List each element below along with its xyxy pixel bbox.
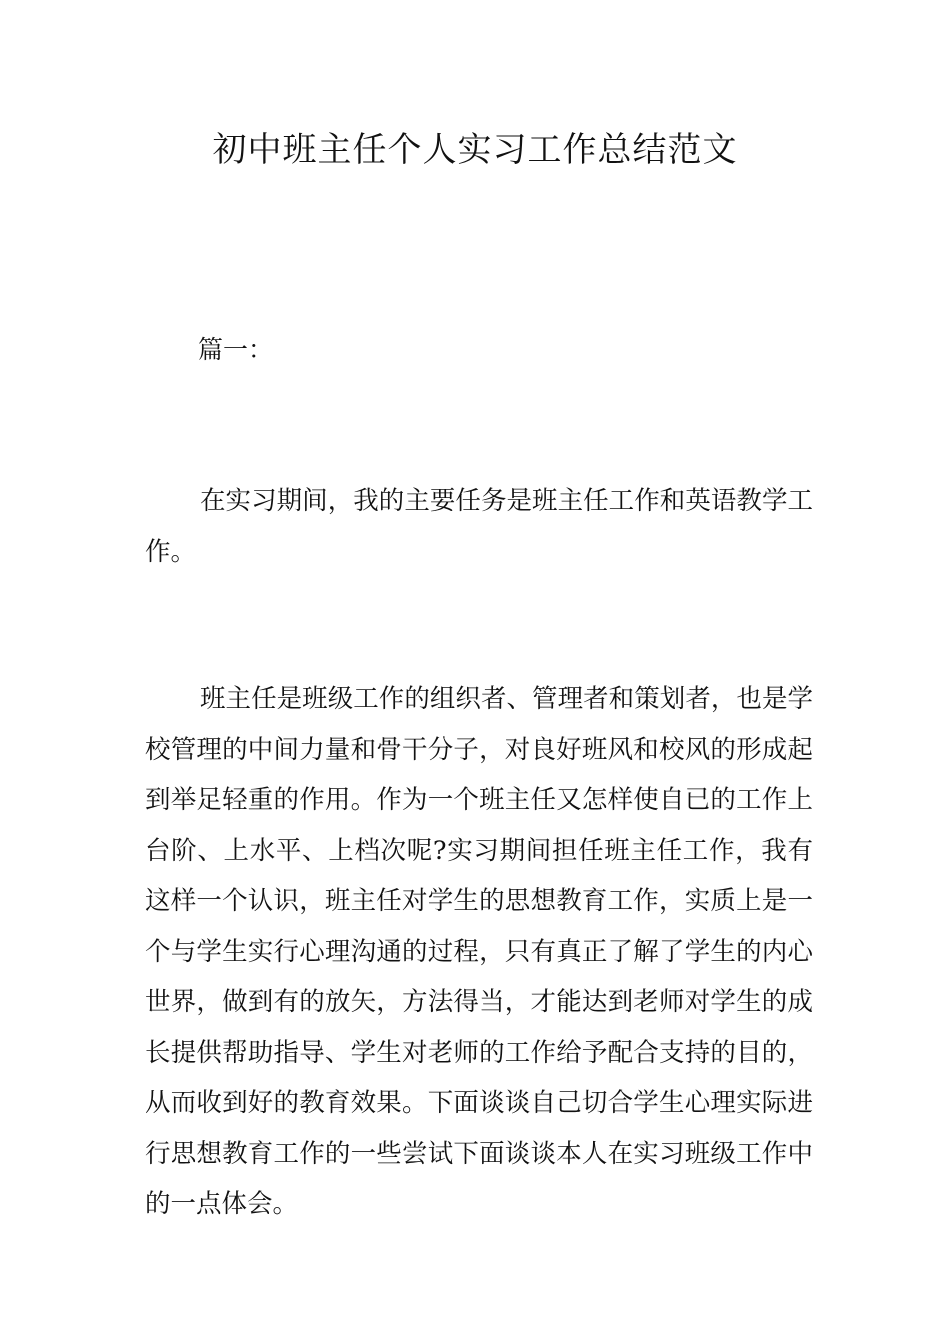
paragraph-2: 班主任是班级工作的组织者、管理者和策划者，也是学校管理的中间力量和骨干分子，对良好班风和校风的形成起到举足轻重的作用。作为一个班主任又怎样使自已的工作上台阶、上水平、上档次呢?实习期间担任班主任工作，我有这样一个认识，班主任对学生的思想教育工作，实质上是一个与学生实行心理沟通的过程，只有真正了解了学生的内心世界，做到有的放矢，方法得当，才能达到老师对学生的成长提供帮助指导、学生对老师的工作给予配合支持的目的，从而收到好的教育效果。下面谈谈自己切合学生心理实际进行思想教育工作的一些尝试下面谈谈本人在实习班级工作中的一点体会。: [145, 684, 813, 1219]
paragraph-1: 在实习期间，我的主要任务是班主任工作和英语教学工作。: [145, 486, 813, 567]
section-label: 篇一：: [198, 335, 274, 364]
document-title: 初中班主任个人实习工作总结范文: [212, 130, 738, 170]
